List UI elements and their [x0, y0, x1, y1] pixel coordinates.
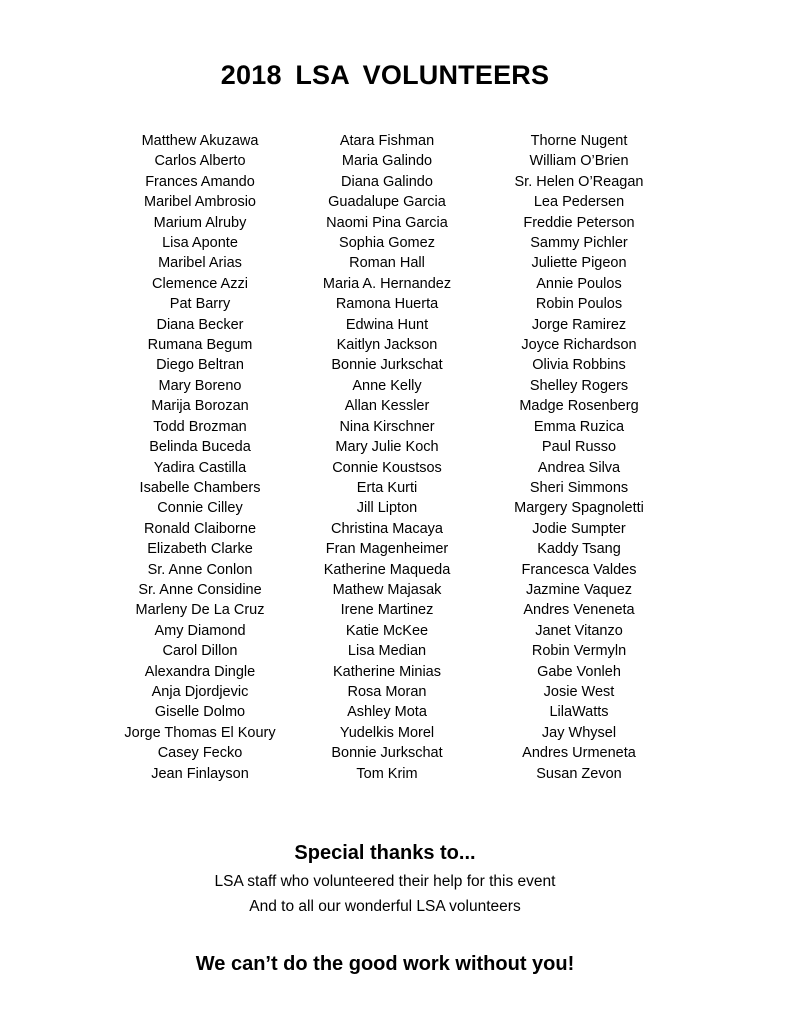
- volunteer-name: Todd Brozman: [153, 418, 247, 435]
- volunteer-name: Marija Borozan: [151, 398, 249, 415]
- volunteer-name: Gabe Vonleh: [537, 663, 621, 680]
- volunteer-name: Yadira Castilla: [153, 459, 247, 476]
- volunteer-name: Isabelle Chambers: [139, 479, 261, 496]
- volunteer-name: William O’Brien: [529, 153, 629, 170]
- volunteer-name: Pat Barry: [169, 296, 231, 313]
- volunteer-name: Susan Zevon: [536, 765, 622, 782]
- volunteer-name: Madge Rosenberg: [519, 398, 639, 415]
- volunteer-name: Jodie Sumpter: [532, 520, 626, 537]
- volunteer-name: Janet Vitanzo: [535, 622, 623, 639]
- volunteer-name: Robin Poulos: [535, 296, 623, 313]
- volunteer-name: Katherine Maqueda: [323, 561, 451, 578]
- volunteer-name: Allan Kessler: [344, 398, 430, 415]
- volunteer-name: Andrea Silva: [537, 459, 621, 476]
- volunteer-name: Mathew Majasak: [332, 581, 442, 598]
- thanks-volunteers-line: And to all our wonderful LSA volunteers: [249, 898, 521, 915]
- volunteer-name: Andres Urmeneta: [522, 745, 636, 762]
- volunteer-name: Connie Cilley: [157, 500, 243, 517]
- volunteer-name: Maria Galindo: [341, 153, 433, 170]
- volunteer-name: Jorge Ramirez: [531, 316, 627, 333]
- thanks-staff-line: LSA staff who volunteered their help for this event: [214, 873, 556, 890]
- volunteer-name: Juliette Pigeon: [531, 255, 627, 272]
- volunteer-name: Casey Fecko: [157, 745, 243, 762]
- volunteer-name: Sheri Simmons: [529, 479, 629, 496]
- volunteer-name: Sophia Gomez: [339, 235, 435, 252]
- volunteer-name: Maribel Arias: [158, 255, 242, 272]
- volunteer-name: Francesca Valdes: [521, 561, 637, 578]
- volunteer-name: Emma Ruzica: [533, 418, 625, 435]
- volunteer-name: Anne Kelly: [352, 377, 422, 394]
- volunteer-name: Olivia Robbins: [532, 357, 626, 374]
- volunteer-name: Sammy Pichler: [530, 235, 628, 252]
- volunteer-name: Amy Diamond: [154, 622, 246, 639]
- volunteer-name: Bonnie Jurkschat: [331, 745, 443, 762]
- volunteer-name: Mary Boreno: [158, 377, 242, 394]
- volunteer-name: Carlos Alberto: [154, 153, 246, 170]
- volunteer-name: Diana Galindo: [341, 173, 433, 190]
- volunteer-name: Christina Macaya: [330, 520, 443, 537]
- volunteer-name: Irene Martinez: [340, 602, 434, 619]
- volunteer-name: Erta Kurti: [356, 479, 418, 496]
- volunteer-name: LilaWatts: [549, 704, 609, 721]
- volunteer-name: Rumana Begum: [147, 337, 253, 354]
- volunteer-name: Maria A. Hernandez: [322, 275, 452, 292]
- volunteer-name: Ashley Mota: [347, 704, 427, 721]
- special-thanks-heading: Special thanks to...: [294, 842, 476, 864]
- volunteer-name: Lisa Aponte: [162, 235, 238, 252]
- volunteer-name: Lea Pedersen: [533, 194, 625, 211]
- volunteer-name: Yudelkis Morel: [339, 724, 435, 741]
- volunteer-name: Josie West: [543, 683, 615, 700]
- volunteer-name: Annie Poulos: [536, 275, 622, 292]
- volunteer-name: Andres Veneneta: [523, 602, 635, 619]
- volunteer-name: Kaddy Tsang: [537, 541, 621, 558]
- volunteer-name: Jorge Thomas El Koury: [124, 724, 276, 741]
- volunteer-name: Katherine Minias: [333, 663, 441, 680]
- volunteer-name: Diego Beltran: [156, 357, 244, 374]
- volunteer-name: Giselle Dolmo: [154, 704, 246, 721]
- volunteer-name: Carol Dillon: [162, 643, 238, 660]
- volunteer-name: Joyce Richardson: [521, 337, 637, 354]
- volunteer-name: Shelley Rogers: [529, 377, 629, 394]
- volunteer-name: Sr. Anne Conlon: [147, 561, 253, 578]
- volunteer-name: Fran Magenheimer: [325, 541, 449, 558]
- volunteer-name: Frances Amando: [145, 173, 255, 190]
- volunteer-name: Ronald Claiborne: [143, 520, 257, 537]
- volunteer-name: Sr. Anne Considine: [138, 581, 262, 598]
- volunteer-name: Mary Julie Koch: [335, 439, 439, 456]
- closing-statement: We can’t do the good work without you!: [195, 953, 575, 975]
- volunteer-name: Thorne Nugent: [530, 133, 628, 149]
- volunteer-name: Jean Finlayson: [151, 765, 249, 782]
- volunteer-name: Matthew Akuzawa: [141, 133, 259, 149]
- volunteer-name: Rosa Moran: [347, 683, 427, 700]
- volunteer-name: Margery Spagnoletti: [514, 500, 644, 517]
- volunteer-name: Jazmine Vaquez: [525, 581, 633, 598]
- volunteer-name: Paul Russo: [541, 439, 617, 456]
- volunteer-name: Katie McKee: [345, 622, 429, 639]
- volunteer-name: Sr. Helen O’Reagan: [514, 173, 644, 190]
- volunteer-name: Naomi Pina Garcia: [326, 214, 448, 231]
- volunteer-name: Kaitlyn Jackson: [336, 337, 438, 354]
- volunteer-name: Roman Hall: [349, 255, 425, 272]
- volunteer-name: Nina Kirschner: [339, 418, 435, 435]
- volunteer-column-2: [294, 131, 480, 784]
- volunteer-name: Maribel Ambrosio: [143, 194, 256, 211]
- volunteer-name: Freddie Peterson: [523, 214, 635, 231]
- volunteer-name: Jay Whysel: [541, 724, 617, 741]
- volunteer-name: Tom Krim: [356, 765, 418, 782]
- volunteer-name: Anja Djordjevic: [151, 683, 249, 700]
- volunteer-name: Marium Alruby: [153, 214, 247, 231]
- page-title: 2018 LSA VOLUNTEERS: [220, 60, 550, 90]
- volunteer-name: Edwina Hunt: [345, 316, 429, 333]
- volunteer-name: Alexandra Dingle: [144, 663, 256, 680]
- volunteer-name: Diana Becker: [156, 316, 244, 333]
- volunteer-name: Connie Koustsos: [332, 459, 442, 476]
- volunteer-name: Atara Fishman: [339, 133, 435, 149]
- volunteer-name: Ramona Huerta: [335, 296, 439, 313]
- volunteer-name: Guadalupe Garcia: [328, 194, 446, 211]
- volunteer-name: Clemence Azzi: [152, 275, 248, 292]
- volunteer-name: Robin Vermyln: [531, 643, 627, 660]
- volunteer-name: Lisa Median: [347, 643, 427, 660]
- volunteer-column-1: [109, 131, 291, 784]
- volunteer-name: Jill Lipton: [356, 500, 418, 517]
- volunteer-name: Belinda Buceda: [149, 439, 251, 456]
- volunteer-name: Marleny De La Cruz: [135, 602, 265, 619]
- volunteer-name: Bonnie Jurkschat: [331, 357, 443, 374]
- volunteer-name: Elizabeth Clarke: [147, 541, 253, 558]
- volunteer-column-3: [488, 131, 670, 784]
